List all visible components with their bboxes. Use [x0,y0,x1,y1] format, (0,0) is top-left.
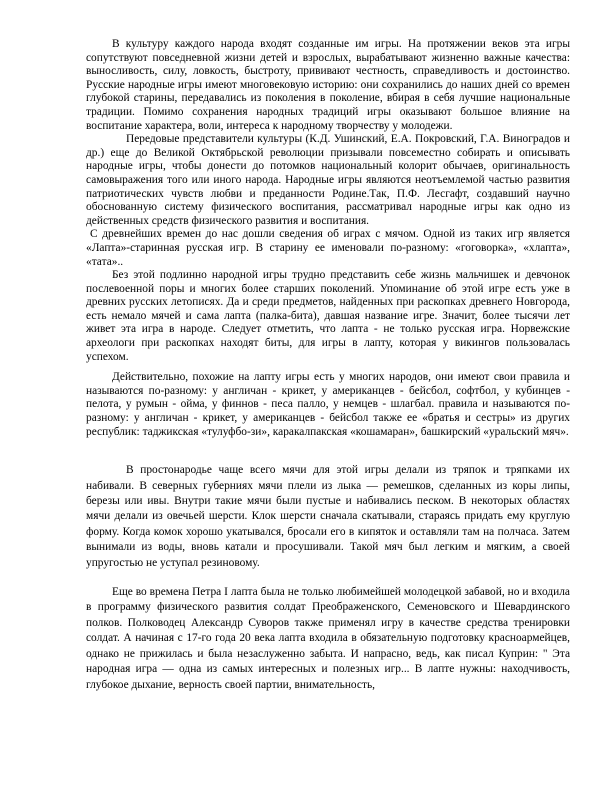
paragraph-culture-games: В культуру каждого народа входят созданные им игры. На протяжении веков эта игры сопутствуют повседневной жизни детей и взрослых, вырабатывают жизненно важные качества: выносливость, силу, ловкость, быстроту, прививают честность, справедливость и достоинство. Русские народные игры имеют многовековую историю: они сохранились до наших дней со времен глубокой старины, передавались из поколения в поколение, вбирая в себя лучшие национальные традиции. Помимо сохранения народных традиций игры оказывают большое влияние на воспитание характера, воли, интереса к народному творчеству у молодежи. [86,38,570,132]
paragraph-lapta-history: Без этой подлинно народной игры трудно представить себе жизнь мальчишек и девчонок послевоенной поры и многих более старших поколений. Упоминание об этой игре есть уже в древних русских летописях. Да и среди предметов, найденных при раскопках древнего Новгорода, есть немало мячей и сама лапта (палка-бита), давшая название игре. Значит, более тысячи лет живет эта игра в народе. Следует отметить, что лапта - не только русская игра. Норвежские археологи при раскопках находят биты, для игры в лапту, которая у викингов пользовалась успехом. [86,269,570,363]
paragraph-military-training: Еще во времена Петра I лапта была не только любимейшей молодецкой забавой, но и входила в программу физического развития солдат Преображенского, Семеновского и Шевардинского полков. Полководец Александр Суворов также применял игру в качестве средства тренировки солдат. А начиная с 17-го года 20 века лапта входила в обязательную подготовку красноармейцев, однако не прижилась и была незаслуженно забыта. И напрасно, ведь, как писал Куприн: " Эта народная игра — одна из самых интересных и полезных игр... В лапте нужны: находчивость, глубокое дыхание, верность своей партии, внимательность, [86,586,570,691]
paragraph-ball-making: В простонародье чаще всего мячи для этой игры делали из тряпок и тряпками их набивали. В северных губерниях мячи плели из лыка — ремешков, сделанных из коры липы, березы или ивы. Внутри такие мячи были пустые и набивались песком. В некоторых областях мячи делали из овечьей шерсти. Клок шерсти сначала скатывали, стараясь придать ему круглую форму. Когда комок хорошо укатывался, бросали его в кипяток и оставляли там на полчаса. Затем вынимали из воды, вновь катали и просушивали. Такой мяч был легким и мягким, а своей упругостью не уступал резиновому. [86,464,570,569]
paragraph-ancient-ball-games: С древнейших времен до нас дошли сведения об играх с мячом. Одной из таких игр является «Лапта»-старинная русская игр. В старину ее именовали по-разному: «гоговорка», «хлапта», «тата».. [86,228,570,268]
paragraph-culture-figures: Передовые представители культуры (К.Д. Ушинский, Е.А. Покровский, Г.А. Виноградов и др.) еще до Великой Октябрьской революции призывали повсеместно собирать и описывать народные игры, чтобы донести до потомков национальный колорит обычаев, оригинальность самовыражения того или иного народа. Народные игры являются неотъемлемой частью развития патриотических чувств любви и преданности Родине.Так, П.Ф. Лесгафт, создавший научно обоснованную систему физического воспитания, рассматривал народные игры как одно из действенных средств физического развития и воспитания. [86,133,570,227]
document-body [86,38,570,693]
paragraph-similar-games: Действительно, похожие на лапту игры есть у многих народов, они имеют свои правила и называются по-разному: у англичан - крикет, у американцев - бейсбол, софтбол, у кубинцев - пелота, у румын - ойма, у финнов - песа палло, у немцев - шлагбал. правила и называются по-разному: у англичан - крикет, у американцев - бейсбол также ее «братья и сестры» из других республик: таджикская «тулуфбо-зи», каракалпакская «кошамаран», башкирский «уральский мяч». [86,371,570,438]
